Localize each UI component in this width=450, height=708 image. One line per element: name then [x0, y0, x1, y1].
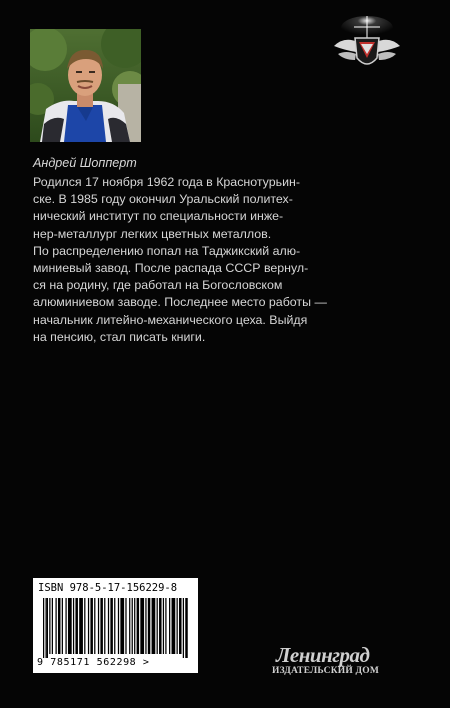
barcode-bar [88, 598, 89, 654]
barcode-bar [163, 598, 164, 654]
barcode-bar [58, 598, 61, 654]
publisher-logo [270, 643, 386, 679]
barcode-bar [114, 598, 115, 654]
barcode-bar [177, 598, 178, 654]
barcode-bar [159, 598, 162, 654]
isbn-barcode [33, 578, 198, 673]
barcode-bar [55, 598, 56, 654]
barcode-bar [125, 598, 126, 654]
barcode-bar [145, 598, 146, 654]
winged-shield-emblem-icon [330, 16, 404, 78]
barcode-bar [79, 598, 83, 654]
barcode-bar [118, 598, 119, 654]
barcode-bar [98, 598, 99, 654]
barcode-bar [129, 598, 130, 654]
barcode-bar [49, 598, 50, 654]
ean-number: 9 785171 562298 > [37, 657, 150, 668]
bio-line: начальник литейно-механического цеха. Выйдя [33, 312, 308, 327]
barcode-bar [90, 598, 93, 654]
author-biography [33, 174, 327, 346]
barcode-bar [46, 598, 47, 658]
barcode-bar [165, 598, 166, 654]
barcode-bar [73, 598, 74, 654]
bio-line: нический институт по специальности инже- [33, 209, 284, 224]
barcode-bar [183, 598, 184, 658]
barcode-bar [108, 598, 109, 654]
barcode-bar [104, 598, 105, 654]
barcode-bar [187, 598, 188, 658]
barcode-bar [110, 598, 113, 654]
bio-line: на пенсию, стал писать книги. [33, 329, 206, 344]
bio-line: По распределению попал на Таджикский алю- [33, 243, 301, 258]
author-name: Андрей Шопперт [33, 156, 137, 170]
bio-line: алюминиевом заводе. Последнее место работы — [33, 295, 327, 310]
barcode-bar [132, 598, 133, 654]
barcode-bar [47, 598, 48, 658]
barcode-bar [120, 598, 124, 654]
isbn-number: ISBN 978-5-17-156229-8 [38, 582, 178, 594]
barcode-bar [94, 598, 95, 654]
barcode-bar [134, 598, 135, 654]
bio-line: ске. В 1985 году окончил Уральский политех- [33, 192, 293, 207]
bio-line: ся на родину, где работал на Богословском [33, 278, 283, 293]
bio-line: Родился 17 ноября 1962 года в Краснотурьин- [33, 175, 300, 189]
barcode-bar [172, 598, 176, 654]
barcode-bar [75, 598, 78, 654]
barcode-bar [157, 598, 158, 654]
barcode-bar [140, 598, 144, 654]
barcode-bar [185, 598, 186, 658]
author-photo [30, 29, 141, 142]
barcode-bar [152, 598, 156, 654]
barcode-bar [169, 598, 170, 654]
barcode-bars [43, 598, 189, 658]
barcode-bar [84, 598, 85, 654]
publisher-subtitle: ИЗДАТЕЛЬСКИЙ ДОМ [272, 666, 380, 676]
barcode-bar [52, 598, 53, 654]
barcode-bar [100, 598, 103, 654]
barcode-bar [43, 598, 44, 658]
barcode-bar [148, 598, 151, 654]
barcode-bar [62, 598, 63, 654]
bio-line: нер-металлург легких цветных металлов. [33, 226, 272, 241]
barcode-bar [65, 598, 66, 654]
publisher-name: Ленинград [276, 643, 370, 667]
barcode-bar [68, 598, 72, 654]
barcode-bar [137, 598, 140, 654]
bio-line: миниевый завод. После распада СССР вернул- [33, 261, 309, 276]
barcode-bar [179, 598, 182, 654]
